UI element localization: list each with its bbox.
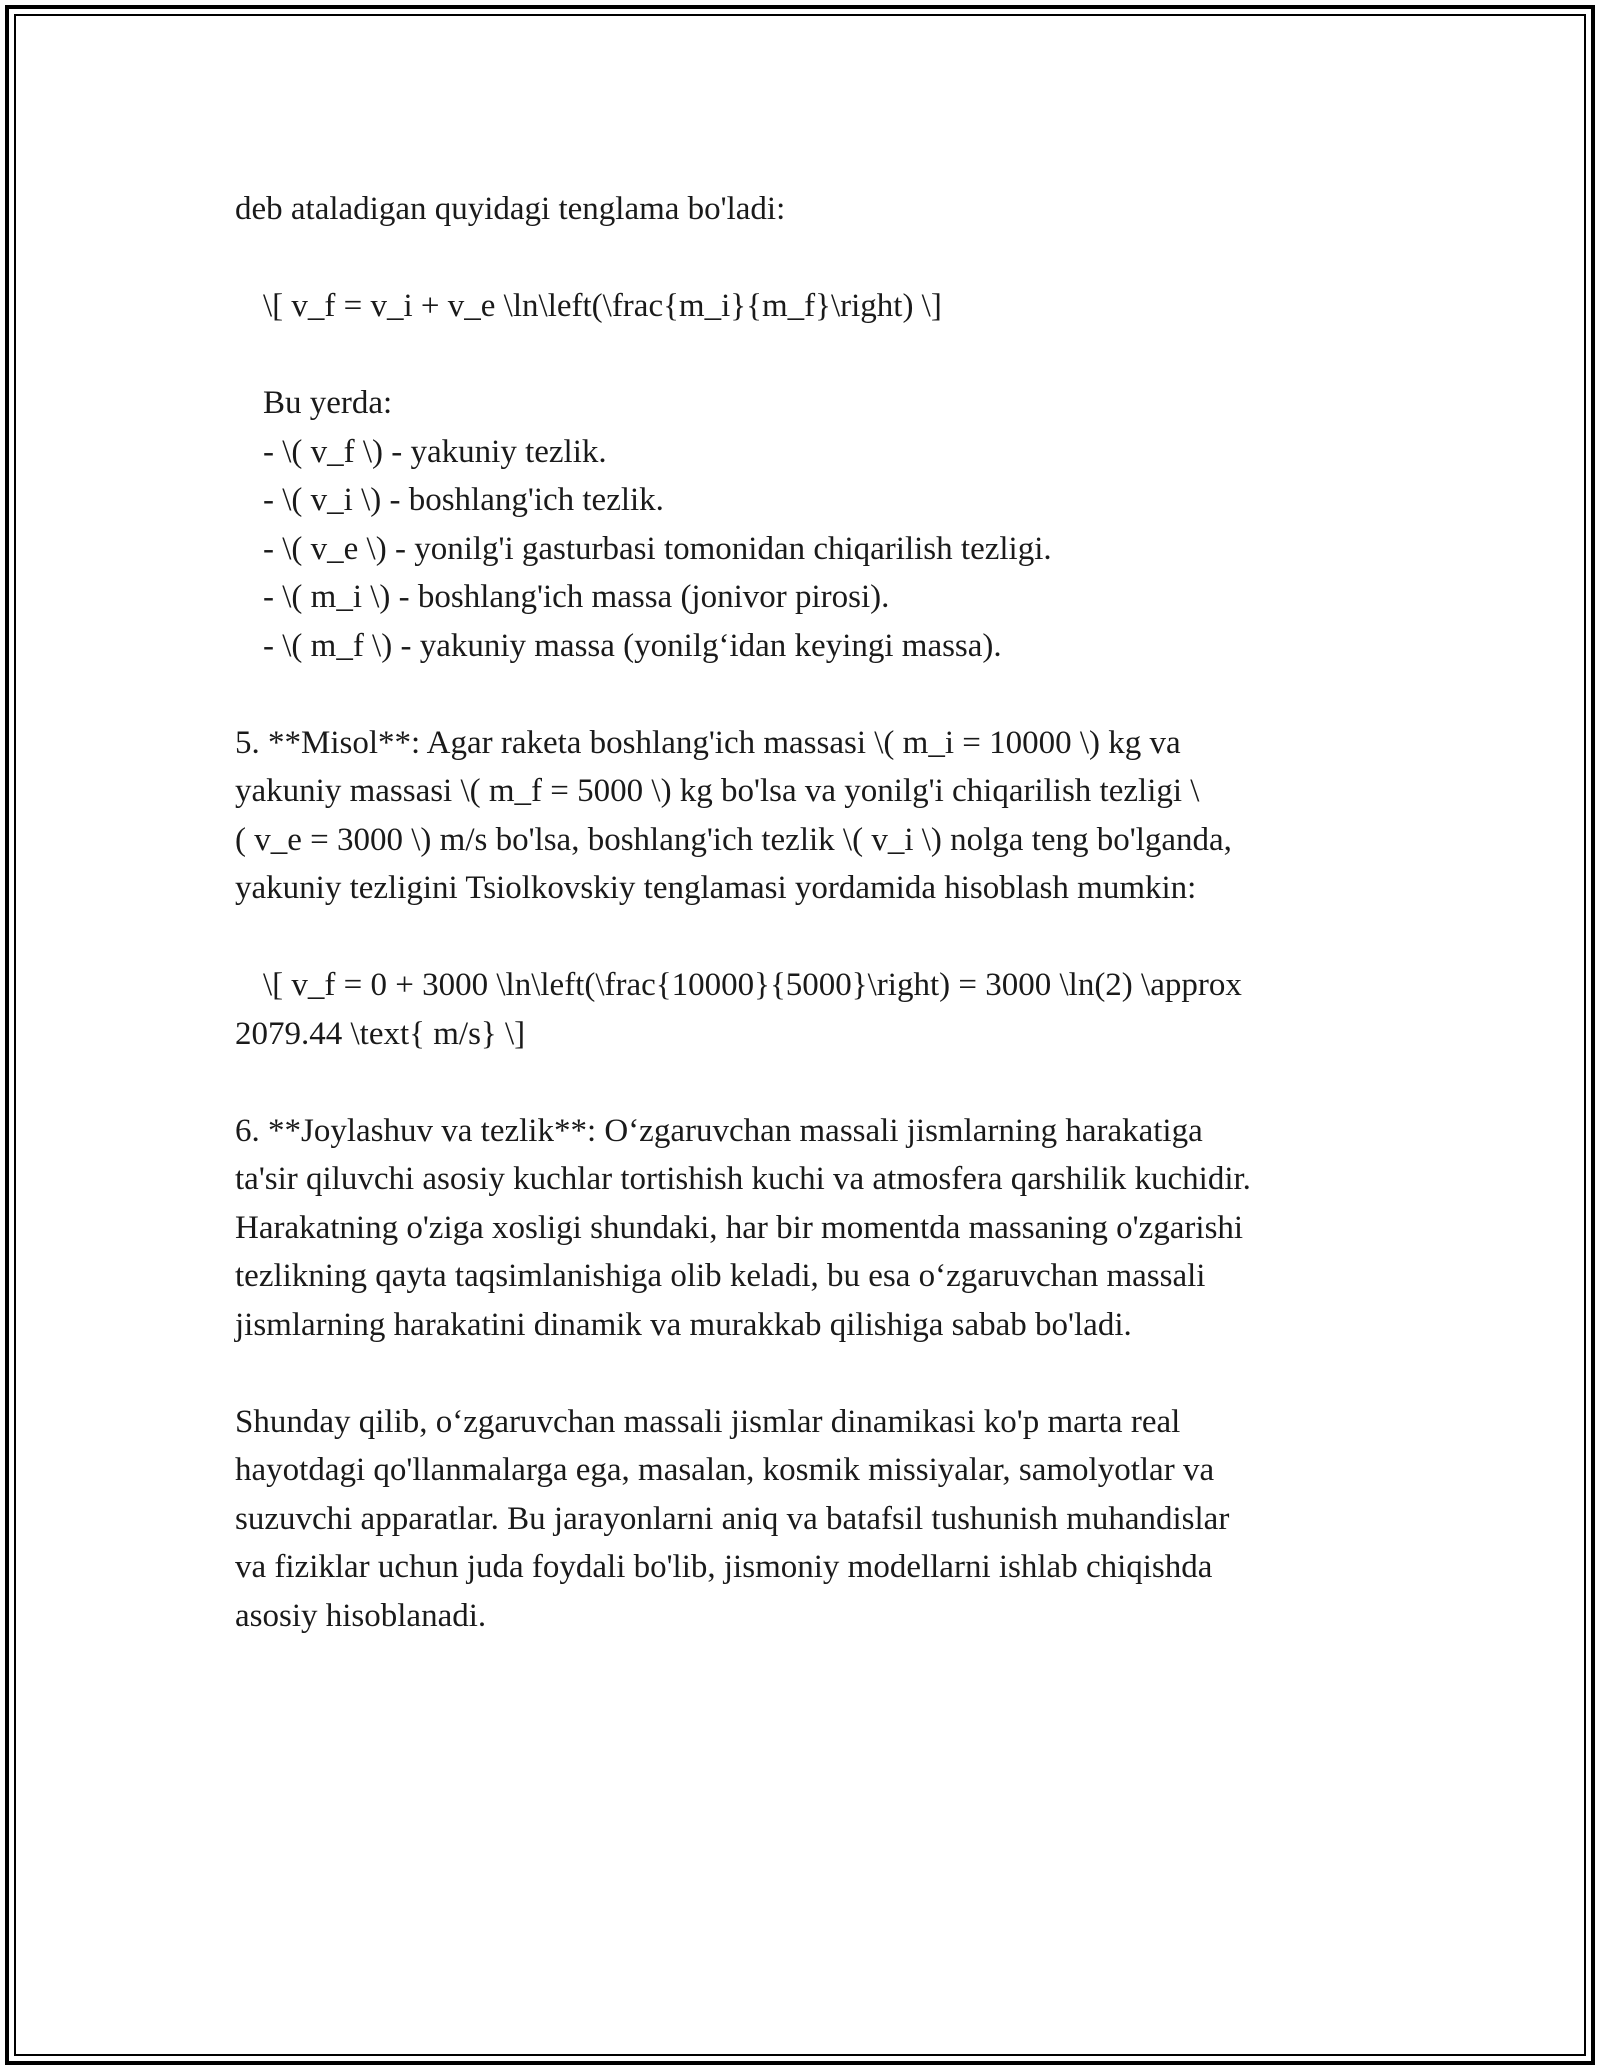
spacer (235, 670, 1385, 719)
document-body (235, 185, 1385, 1640)
spacer (235, 1349, 1385, 1398)
section6-line: ta'sir qiluvchi asosiy kuchlar tortishish kuchi va atmosfera qarshilik kuchidir. (235, 1161, 1251, 1197)
section6-line: tezlikning qayta taqsimlanishiga olib keladi, bu esa o‘zgaruvchan massali (235, 1258, 1206, 1294)
example-line: yakuniy tezligini Tsiolkovskiy tenglamasi yordamida hisoblash mumkin: (235, 870, 1197, 906)
where-label: Bu yerda: (263, 385, 393, 421)
formula-example: \[ v_f = 0 + 3000 \ln\left(\frac{10000}{5000}\right) = 3000 \ln(2) \approx (263, 967, 1242, 1003)
spacer (235, 234, 1385, 283)
conclusion-line: Shunday qilib, o‘zgaruvchan massali jismlar dinamikasi ko'p marta real (235, 1403, 1181, 1440)
section6-line: 6. **Joylashuv va tezlik**: O‘zgaruvchan massali jismlarning harakatiga (235, 1112, 1203, 1149)
definition-item: - \( v_f \) - yakuniy tezlik. (263, 433, 607, 470)
definition-item: - \( v_i \) - boshlang'ich tezlik. (263, 482, 664, 518)
intro-line: deb ataladigan quyidagi tenglama bo'ladi: (235, 191, 786, 227)
spacer (235, 1058, 1385, 1107)
conclusion-line: hayotdagi qo'llanmalarga ega, masalan, kosmik missiyalar, samolyotlar va (235, 1452, 1215, 1488)
example-line: yakuniy massasi \( m_f = 5000 \) kg bo'lsa va yonilg'i chiqarilish tezligi \ (235, 773, 1200, 809)
spacer (235, 331, 1385, 380)
definition-item: - \( v_e \) - yonilg'i gasturbasi tomonidan chiqarilish tezligi. (263, 530, 1052, 567)
formula-main: \[ v_f = v_i + v_e \ln\left(\frac{m_i}{m_f}\right) \] (263, 288, 942, 324)
section6-line: jismlarning harakatini dinamik va murakkab qilishiga sabab bo'ladi. (235, 1306, 1132, 1343)
section6-line: Harakatning o'ziga xosligi shundaki, har bir momentda massaning o'zgarishi (235, 1209, 1244, 1246)
example-line: 5. **Misol**: Agar raketa boshlang'ich massasi \( m_i = 10000 \) kg va (235, 724, 1181, 761)
example-line: ( v_e = 3000 \) m/s bo'lsa, boshlang'ich tezlik \( v_i \) nolga teng bo'lganda, (235, 821, 1232, 858)
spacer (235, 913, 1385, 962)
conclusion-line: va fiziklar uchun juda foydali bo'lib, jismoniy modellarni ishlab chiqishda (235, 1549, 1213, 1585)
formula-example-continued: 2079.44 \text{ m/s} \] (235, 1015, 526, 1052)
definition-item: - \( m_i \) - boshlang'ich massa (jonivor pirosi). (263, 579, 890, 615)
conclusion-line: asosiy hisoblanadi. (235, 1597, 487, 1634)
definition-item: - \( m_f \) - yakuniy massa (yonilg‘idan keyingi massa). (263, 627, 1002, 664)
conclusion-line: suzuvchi apparatlar. Bu jarayonlarni aniq va batafsil tushunish muhandislar (235, 1500, 1230, 1537)
